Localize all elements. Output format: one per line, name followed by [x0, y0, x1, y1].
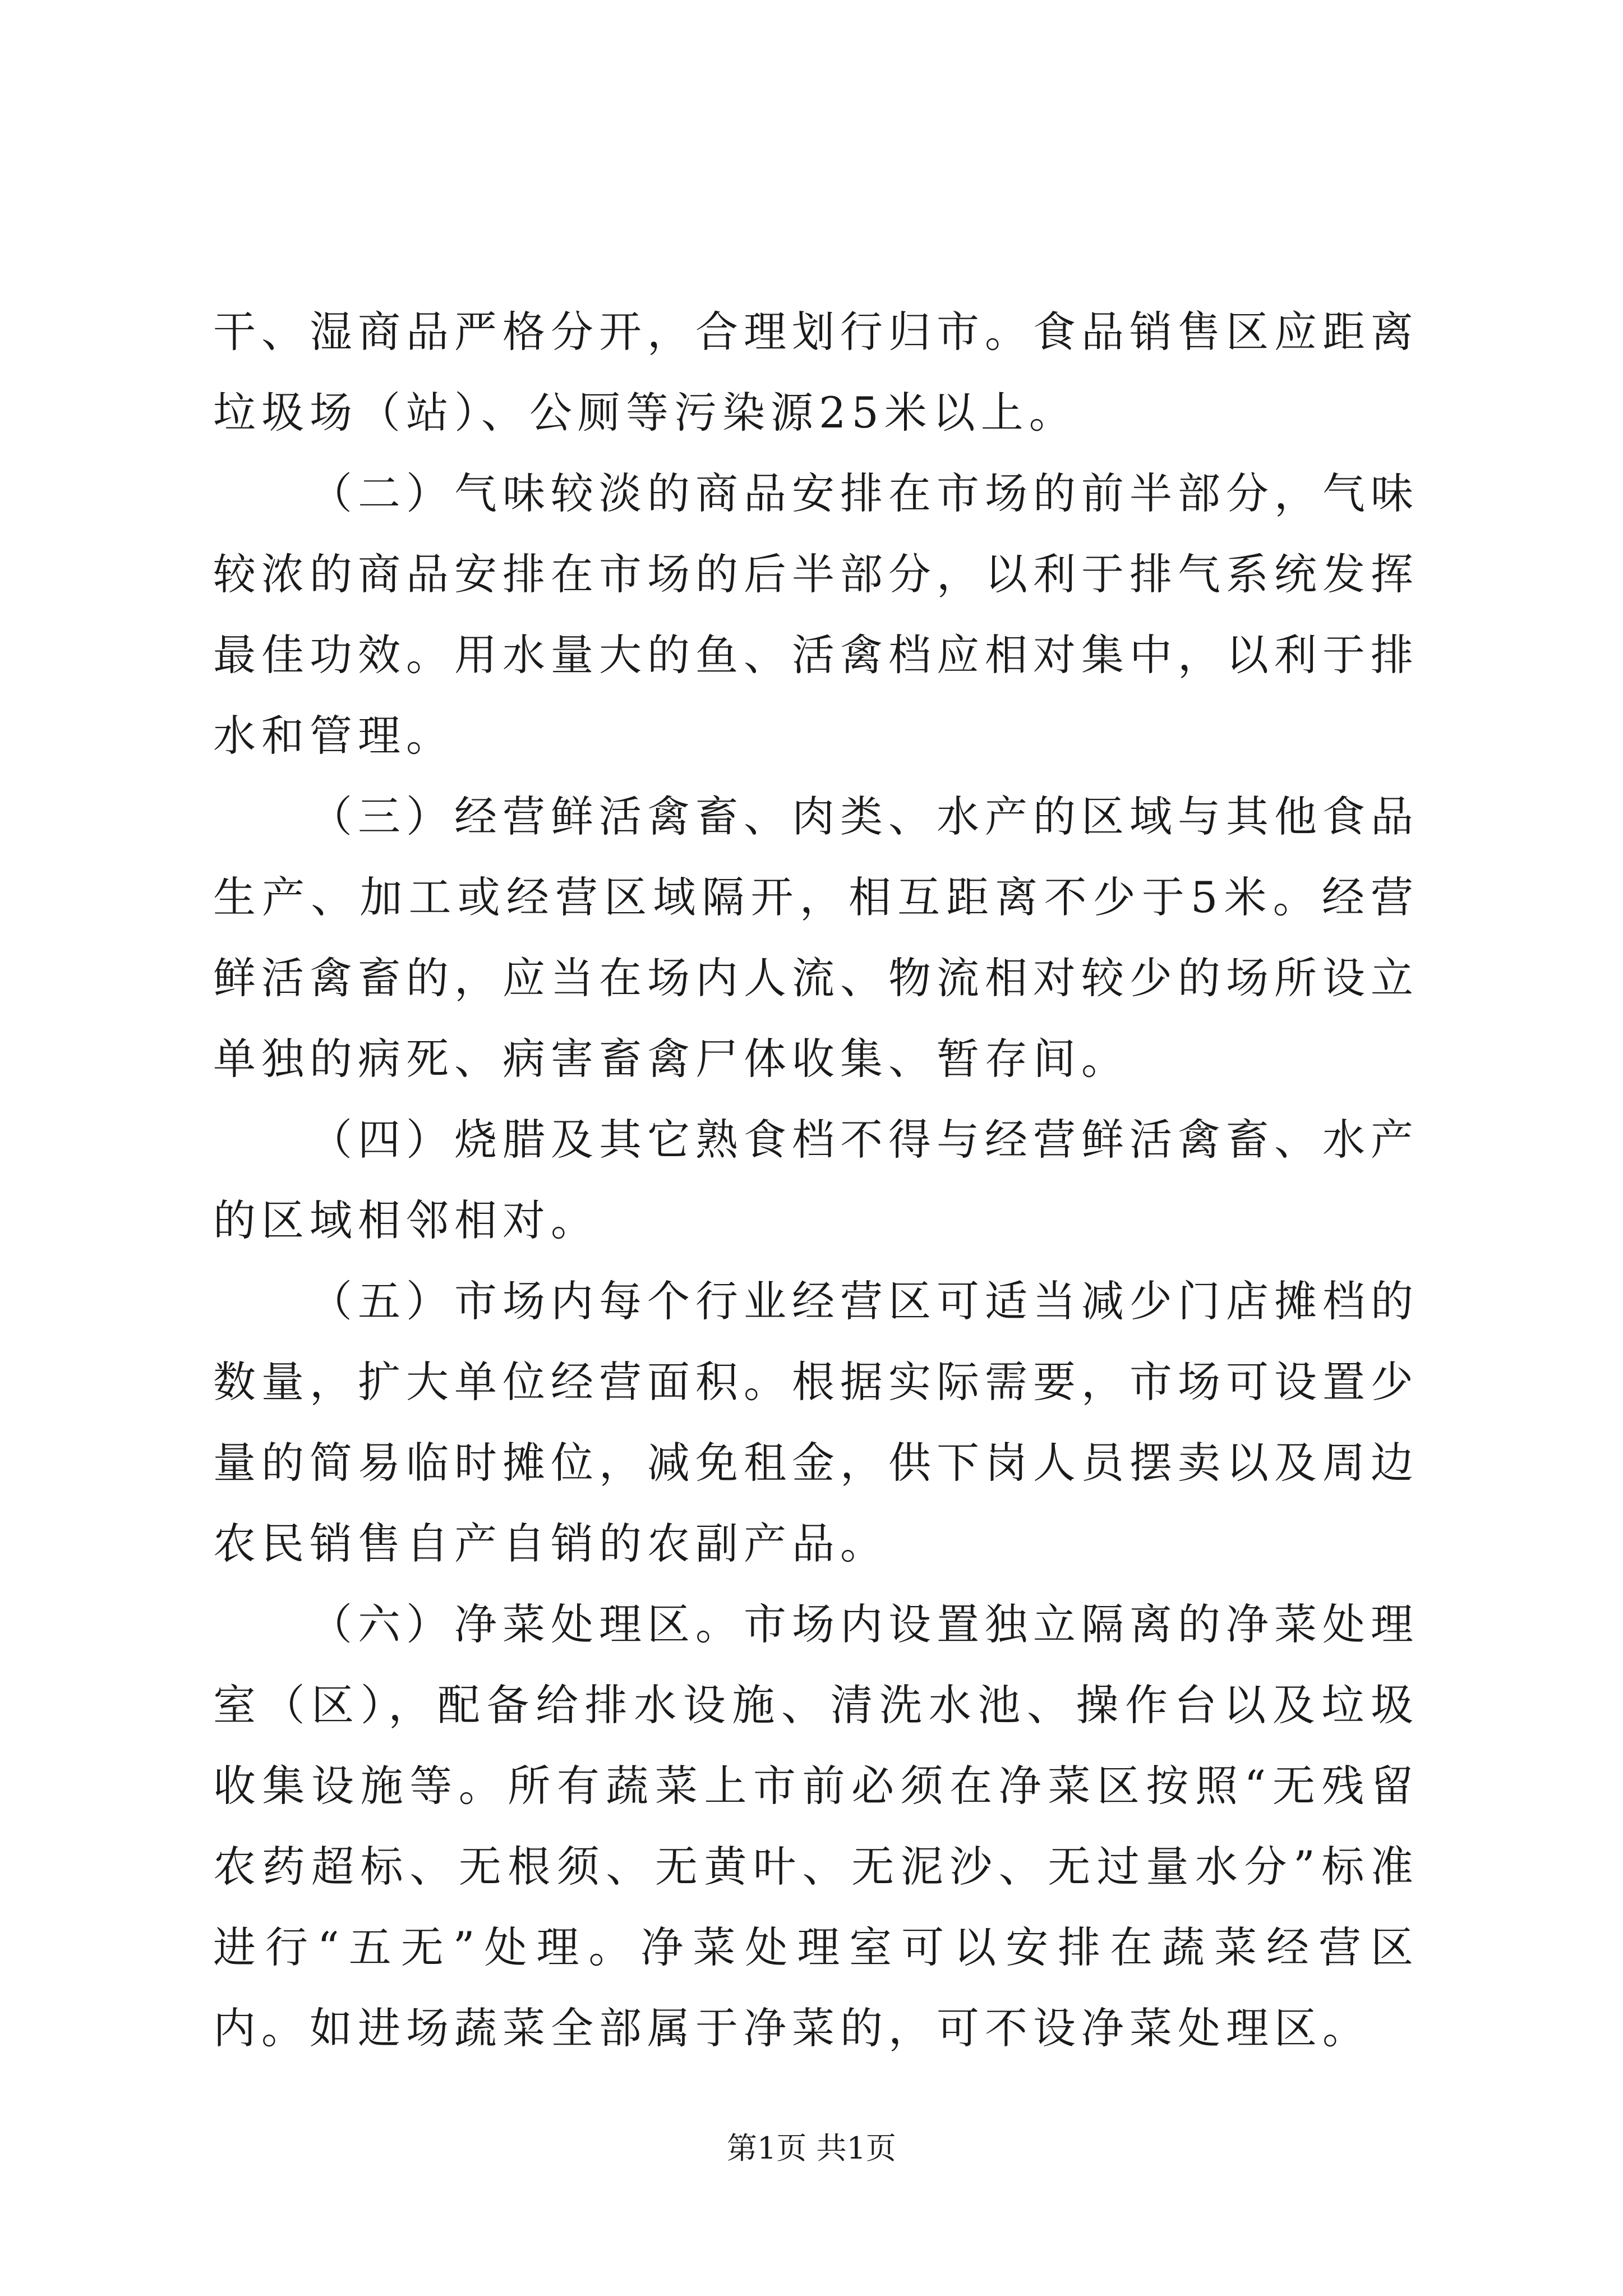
- paragraph-item-5: （五）市场内每个行业经营区可适当减少门店摊档的数量，扩大单位经营面积。根据实际需要，市场可设置少量的简易临时摊位，减免租金，供下岗人员摆卖以及周边农民销售自产自销的农副产品。: [213, 1276, 1419, 1568]
- paragraph-item-6: （六）净菜处理区。市场内设置独立隔离的净菜处理室（区），配备给排水设施、清洗水池、操作台以及垃圾收集设施等。所有蔬菜上市前必须在净菜区按照“无残留农药超标、无根须、无黄叶、无泥沙、无过量水分”标准进行“五无”处理。净菜处理室可以安排在蔬菜经营区内。如进场蔬菜全部属于净菜的，可不设净菜处理区。: [213, 1599, 1419, 2053]
- page-footer: 第1页 共1页: [727, 2131, 896, 2166]
- paragraph-continued: 干、湿商品严格分开，合理划行归市。食品销售区应距离垃圾场（站）、公厕等污染源25米以上。: [213, 307, 1419, 438]
- paragraph-item-4: （四）烧腊及其它熟食档不得与经营鲜活禽畜、水产的区域相邻相对。: [213, 1115, 1419, 1245]
- paragraph-item-3: （三）经营鲜活禽畜、肉类、水产的区域与其他食品生产、加工或经营区域隔开，相互距离不少于5米。经营鲜活禽畜的，应当在场内人流、物流相对较少的场所设立单独的病死、病害畜禽尸体收集、暂存间。: [213, 792, 1419, 1084]
- paragraph-item-2: （二）气味较淡的商品安排在市场的前半部分，气味较浓的商品安排在市场的后半部分，以利于排气系统发挥最佳功效。用水量大的鱼、活禽档应相对集中，以利于排水和管理。: [213, 468, 1419, 761]
- document-body: [213, 292, 1419, 2069]
